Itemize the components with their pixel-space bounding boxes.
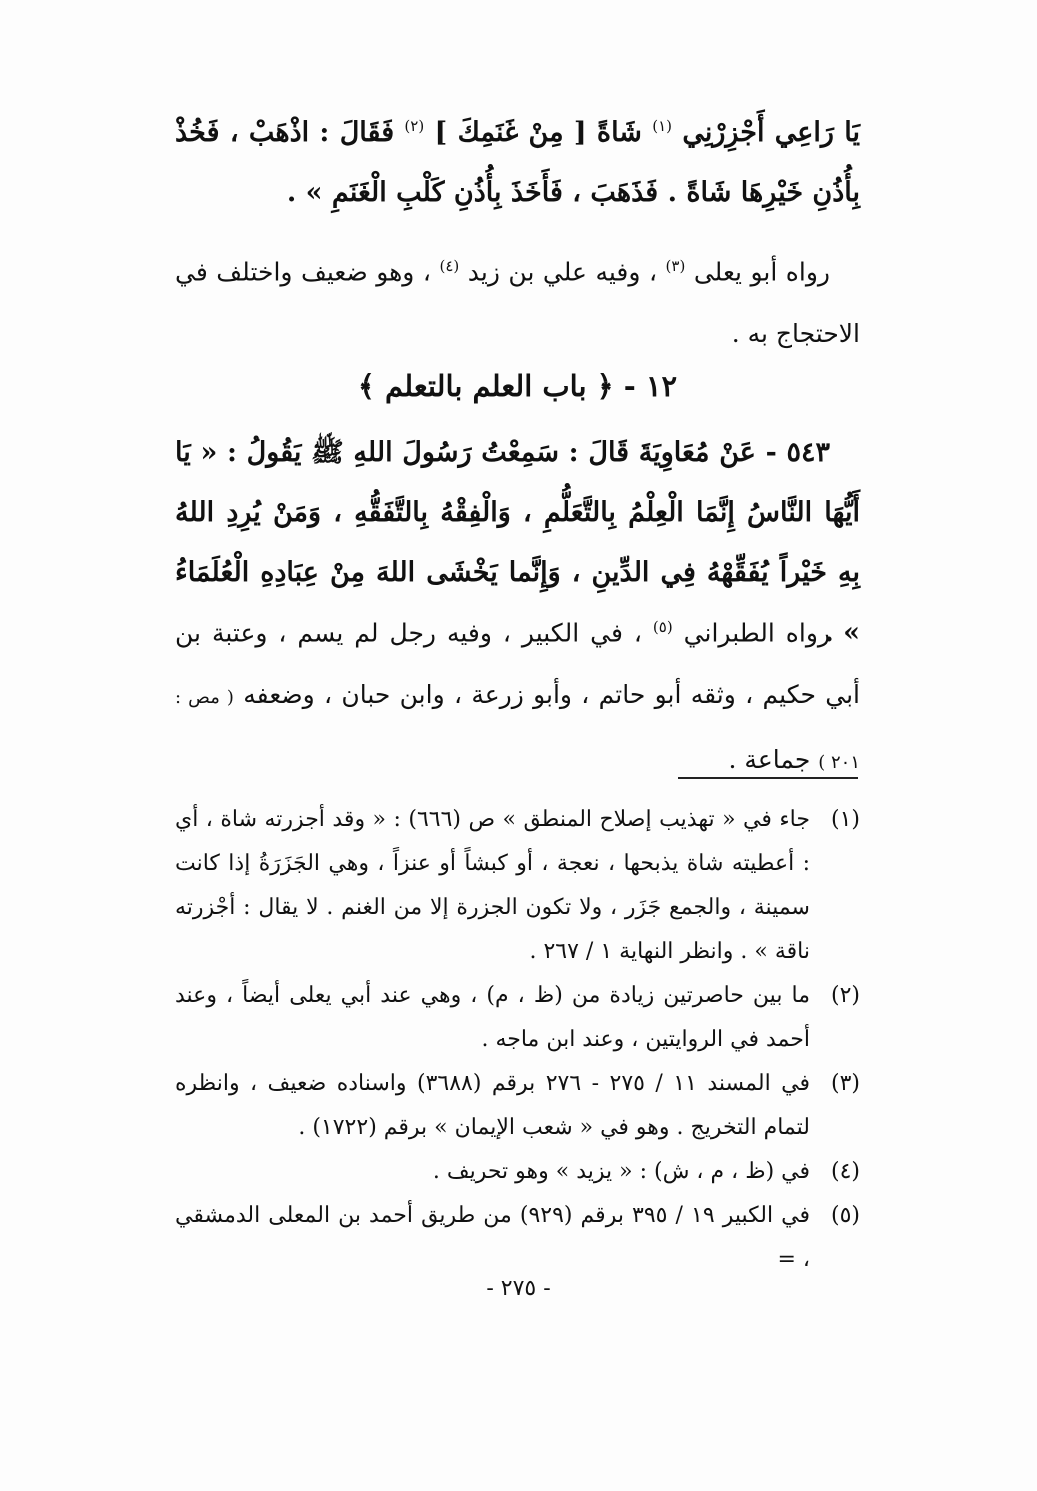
footnote-text: ما بين حاصرتين زيادة من (ظ ، م) ، وهي عند أبي يعلى أيضاً ، وعند أحمد في الروايتين ، وعند ابن ماجه . <box>175 983 810 1052</box>
footnote-text: جاء في « تهذيب إصلاح المنطق » ص (٦٦٦) : « وقد أجزرته شاة ، أي : أعطيته شاة يذبحها ، نعجة ، أو كبشاً أو عنزاً ، وهي الجَزَرَةُ إذا كانت سمينة ، والجمع جَزَر ، ولا تكون الجزرة إلا من الغنم . لا يقال : أجْزرته ناقة » . وانظر النهاية ١ / ٢٦٧ . <box>175 807 810 964</box>
hadith-543: ٥٤٣ - عَنْ مُعَاوِيَةَ قَالَ : سَمِعْتُ رَسُولَ اللهِ ﷺ يَقُولُ : « يَا أَيُّهَا النَّاسُ إِنَّمَا الْعِلْمُ بِالتَّعَلُّمِ ، وَالْفِقْهُ بِالتَّفَقُّهِ ، وَمَنْ يُرِدِ اللهُ بِهِ خَيْراً يُفَقِّهْهُ فِي الدِّينِ ، وَإِنَّما يَخْشَى اللهَ مِنْ عِبَادِهِ الْعُلَمَاءُ » . <box>175 437 860 648</box>
hadith-text-1: يَا رَاعِي أَجْزِرْنِي <box>682 117 860 148</box>
narration-text-2: ، وفيه علي بن زيد <box>467 257 658 287</box>
narration-text-3: ، وهو ضعيف واختلف في الاحتجاج به . <box>175 257 860 349</box>
hadith-continuation <box>175 96 860 223</box>
hadith-text-2: شَاةً [ مِنْ غَنَمِكَ ] <box>434 117 642 148</box>
footnote-ref-1: (١) <box>652 117 673 135</box>
footnote-4 <box>175 1150 860 1194</box>
footnote-number: (٥) <box>830 1203 860 1228</box>
footnote-ref-4: (٤) <box>439 257 460 275</box>
footnote-5 <box>175 1194 860 1282</box>
hadith-text-3: فَقَالَ : اذْهَبْ ، فَخُذْ بِأُذُنِ خَيْرِهَا شَاةً . فَذَهَبَ ، فَأَخَذَ بِأُذُنِ كَلْبِ الْغَنَمِ » . <box>175 117 860 208</box>
footnote-separator <box>678 777 858 779</box>
footnote-ref-3: (٣) <box>665 257 686 275</box>
footnote-text: في (ظ ، م ، ش) : « يزيد » وهو تحريف . <box>432 1159 810 1184</box>
narration-text-5: ، في الكبير ، وفيه رجل لم يسم ، وعتبة بن أبي حكيم ، وثقه أبو حاتم ، وأبو زرعة ، وابن حبان ، وضعفه <box>175 618 860 710</box>
narration-note-1 <box>175 235 860 365</box>
footnote-number: (٢) <box>830 983 860 1008</box>
footnote-number: (٣) <box>830 1071 860 1096</box>
footnote-ref-5: (٥) <box>652 618 673 636</box>
footnote-3 <box>175 1062 860 1150</box>
footnotes <box>175 798 860 1282</box>
footnote-ref-2: (٢) <box>404 117 425 135</box>
chapter-heading: ١٢ - ﴿ باب العلم بالتعلم ﴾ <box>357 369 678 403</box>
narration-text-1: رواه أبو يعلى <box>693 257 830 287</box>
footnote-2 <box>175 974 860 1062</box>
footnote-text: في المسند ١١ / ٢٧٥ - ٢٧٦ برقم (٣٦٨٨) واسناده ضعيف ، وانظره لتمام التخريج . وهو في « شعب الإيمان » برقم (١٧٢٢) . <box>175 1071 810 1140</box>
footnote-text: في الكبير ١٩ / ٣٩٥ برقم (٩٢٩) من طريق أحمد بن المعلى الدمشقي ، = <box>175 1203 810 1272</box>
footnote-1 <box>175 798 860 974</box>
narration-text-4: رواه الطبراني <box>683 618 830 648</box>
narration-text-6: جماعة . <box>728 745 811 775</box>
page-number: - ٢٧٥ - <box>486 1276 551 1301</box>
narration-note-2 <box>175 596 860 794</box>
footnote-number: (١) <box>830 807 860 832</box>
manuscript-page-ref: ( مص : ٢٠١ ) <box>175 687 860 774</box>
footnote-number: (٤) <box>830 1159 860 1184</box>
